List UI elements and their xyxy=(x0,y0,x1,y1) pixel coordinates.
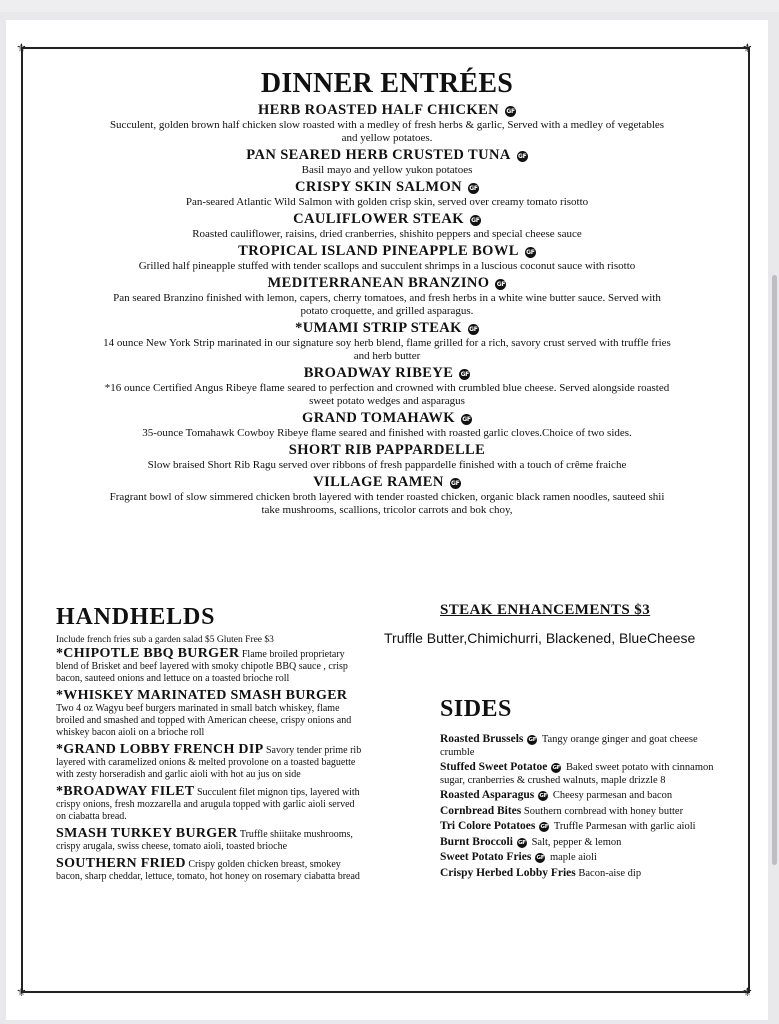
item-name: Tri Colore Potatoes xyxy=(440,820,536,832)
gluten-free-icon: GF xyxy=(460,371,469,378)
corner-ornament-icon: ⚜ xyxy=(16,985,27,999)
item-name: MEDITERRANEAN BRANZINO xyxy=(267,275,490,291)
item-name: Sweet Potato Fries xyxy=(440,851,532,863)
item-description: Crispy golden chicken breast, smokey bacon, sharp cheddar, lettuce, tomato, hot honey on rosemary ciabatta bread xyxy=(56,859,360,882)
menu-item xyxy=(101,147,673,177)
item-name: *UMAMI STRIP STEAK xyxy=(295,320,462,336)
menu-item xyxy=(440,805,715,819)
gluten-free-icon: GF xyxy=(469,326,478,333)
top-bar xyxy=(0,0,779,12)
item-description: Truffle Parmesan with garlic aioli xyxy=(553,821,696,832)
item-name: BROADWAY RIBEYE xyxy=(303,365,454,381)
menu-item xyxy=(101,320,673,363)
menu-item xyxy=(56,648,366,685)
item-name: CAULIFLOWER STEAK xyxy=(293,211,464,227)
item-name: Roasted Asparagus xyxy=(440,789,535,801)
gluten-free-icon: GF xyxy=(518,153,527,160)
item-name: Stuffed Sweet Potatoe xyxy=(440,761,548,773)
menu-item xyxy=(101,179,673,209)
menu-item xyxy=(101,211,673,241)
scrollbar[interactable] xyxy=(772,275,777,865)
item-description: Grilled half pineapple stuffed with tender scallops and succulent shrimps in a luscious coconut sauce with risotto xyxy=(138,260,636,272)
menu-item xyxy=(440,836,715,850)
gluten-free-icon: GF xyxy=(469,185,478,192)
item-name: Burnt Broccoli xyxy=(440,835,513,848)
menu-item xyxy=(56,786,366,823)
menu-item xyxy=(101,275,673,318)
steak-enhancements-title: STEAK ENHANCEMENTS $3 xyxy=(440,602,651,618)
item-name: *GRAND LOBBY FRENCH DIP xyxy=(56,742,264,757)
item-name: Crispy Herbed Lobby Fries xyxy=(440,866,576,879)
menu-item xyxy=(440,761,715,787)
menu-item xyxy=(101,102,673,145)
corner-ornament-icon: ⚜ xyxy=(16,41,27,55)
menu-item xyxy=(101,442,673,472)
entrees-list xyxy=(101,102,673,519)
handhelds-note: Include french fries sub a garden salad $5 Gluten Free $3 xyxy=(56,635,274,645)
item-name: Roasted Brussels xyxy=(440,733,524,745)
item-description: Pan-seared Atlantic Wild Salmon with golden crisp skin, served over creamy tomato risotto xyxy=(185,196,589,208)
gluten-free-icon: GF xyxy=(506,108,515,115)
handhelds-title: HANDHELDS xyxy=(56,604,216,630)
item-name: TROPICAL ISLAND PINEAPPLE BOWL xyxy=(238,243,519,259)
item-description: Salt, pepper & lemon xyxy=(531,836,622,848)
item-description: Truffle shiitake mushrooms, crispy arugala, swiss cheese, tomato aioli, toasted brioche xyxy=(56,829,353,852)
item-description: Baked sweet potato with cinnamon sugar, cranberries & crushed walnuts, maple drizzle 8 xyxy=(440,762,714,786)
item-name: HERB ROASTED HALF CHICKEN xyxy=(257,102,500,118)
item-description: Southern cornbread with honey butter xyxy=(523,805,684,817)
gluten-free-icon: GF xyxy=(518,839,526,846)
gluten-free-icon: GF xyxy=(552,765,561,771)
item-description: Pan seared Branzino finished with lemon, capers, cherry tomatoes, and fresh herbs in a white wine butter sauce. Served with potato croquette, and grilled asparagus. xyxy=(113,292,661,317)
item-name: SMASH TURKEY BURGER xyxy=(56,826,238,841)
item-name: SOUTHERN FRIED xyxy=(56,856,186,871)
gluten-free-icon: GF xyxy=(451,480,460,487)
item-description: Cheesy parmesan and bacon xyxy=(552,790,673,801)
item-description: Fragrant bowl of slow simmered chicken broth layered with tender roasted chicken, organic black ramen noodles, sauteed shii take mushrooms, scallions, tricolor carrots and bok choy, xyxy=(109,491,665,516)
gluten-free-icon: GF xyxy=(528,737,537,743)
item-description: Two 4 oz Wagyu beef burgers marinated in small batch whiskey, flame broiled and smashed and topped with American cheese, crispy onions and whiskey bacon aioli on a brioche roll xyxy=(56,703,352,738)
page-title: DINNER ENTRÉES xyxy=(260,68,514,99)
menu-item xyxy=(56,858,366,883)
menu-item xyxy=(56,828,366,853)
corner-ornament-icon: ⚜ xyxy=(742,41,753,55)
item-description: Succulent filet mignon tips, layered with crispy onions, fresh mozzarella and arugula topped with garlic aioli served on ciabatta bread. xyxy=(56,787,360,822)
item-description: 35-ounce Tomahawk Cowboy Ribeye flame seared and finished with roasted garlic cloves.Choice of two sides. xyxy=(142,427,632,439)
sides-title: SIDES xyxy=(440,696,512,722)
menu-item xyxy=(56,744,366,781)
item-description: maple aioli xyxy=(549,852,597,863)
gluten-free-icon: GF xyxy=(540,824,549,830)
item-description: 14 ounce New York Strip marinated in our signature soy herb blend, flame grilled for a rich, savory crust served with truffle fries and herb butter xyxy=(103,337,671,362)
menu-item xyxy=(101,410,673,440)
item-description: Flame broiled proprietary blend of Brisket and beef layered with smoky chipotle BBQ sauce , crisp bacon, sauteed onions and lettuce on a toasted brioche roll xyxy=(56,649,348,684)
gluten-free-icon: GF xyxy=(526,249,535,256)
menu-item xyxy=(440,820,715,834)
menu-item xyxy=(101,474,673,517)
item-description: Savory tender prime rib layered with caramelized onions & melted provolone on a toasted baguette with zesty horseradish and garlic aioli with hot au jus on side xyxy=(56,745,362,780)
item-name: Cornbread Bites xyxy=(440,804,522,817)
item-name: *WHISKEY MARINATED SMASH BURGER xyxy=(56,688,348,703)
item-description: Basil mayo and yellow yukon potatoes xyxy=(301,164,473,176)
gluten-free-icon: GF xyxy=(471,217,480,224)
menu-item xyxy=(440,851,715,865)
item-description: Roasted cauliflower, raisins, dried cranberries, shishito peppers and special cheese sauce xyxy=(192,228,582,240)
menu-page xyxy=(6,20,768,1020)
menu-item xyxy=(440,867,715,881)
steak-enhancements-list: Truffle Butter,Chimichurri, Blackened, BlueCheese xyxy=(384,630,696,646)
item-description: Bacon-aise dip xyxy=(578,867,642,879)
item-description: *16 ounce Certified Angus Ribeye flame seared to perfection and crowned with crumbled blue cheese. Served alongside roasted sweet potato wedges and asparagus xyxy=(104,382,670,407)
item-description: Tangy orange ginger and goat cheese crumble xyxy=(440,734,698,758)
item-name: *BROADWAY FILET xyxy=(56,784,195,799)
gluten-free-icon: GF xyxy=(536,855,545,861)
item-name: *CHIPOTLE BBQ BURGER xyxy=(56,646,240,661)
gluten-free-icon: GF xyxy=(462,416,471,423)
item-description: Slow braised Short Rib Ragu served over ribbons of fresh pappardelle finished with a touch of crême fraiche xyxy=(147,459,627,471)
gluten-free-icon: GF xyxy=(496,281,506,288)
item-description: Succulent, golden brown half chicken slow roasted with a medley of fresh herbs & garlic, Served with a medley of vegetables and yellow potatoes. xyxy=(109,119,665,144)
sides-list xyxy=(440,733,715,882)
item-name: GRAND TOMAHAWK xyxy=(302,410,455,426)
item-name: PAN SEARED HERB CRUSTED TUNA xyxy=(246,147,511,163)
menu-item xyxy=(101,243,673,273)
handhelds-list xyxy=(56,648,366,888)
item-name: CRISPY SKIN SALMON xyxy=(295,179,462,195)
item-name: SHORT RIB PAPPARDELLE xyxy=(288,442,486,458)
menu-item xyxy=(440,733,715,759)
menu-item xyxy=(56,690,366,739)
item-name: VILLAGE RAMEN xyxy=(313,474,444,490)
gluten-free-icon: GF xyxy=(539,793,548,799)
menu-item xyxy=(440,789,715,803)
corner-ornament-icon: ⚜ xyxy=(742,985,753,999)
menu-item xyxy=(101,365,673,408)
